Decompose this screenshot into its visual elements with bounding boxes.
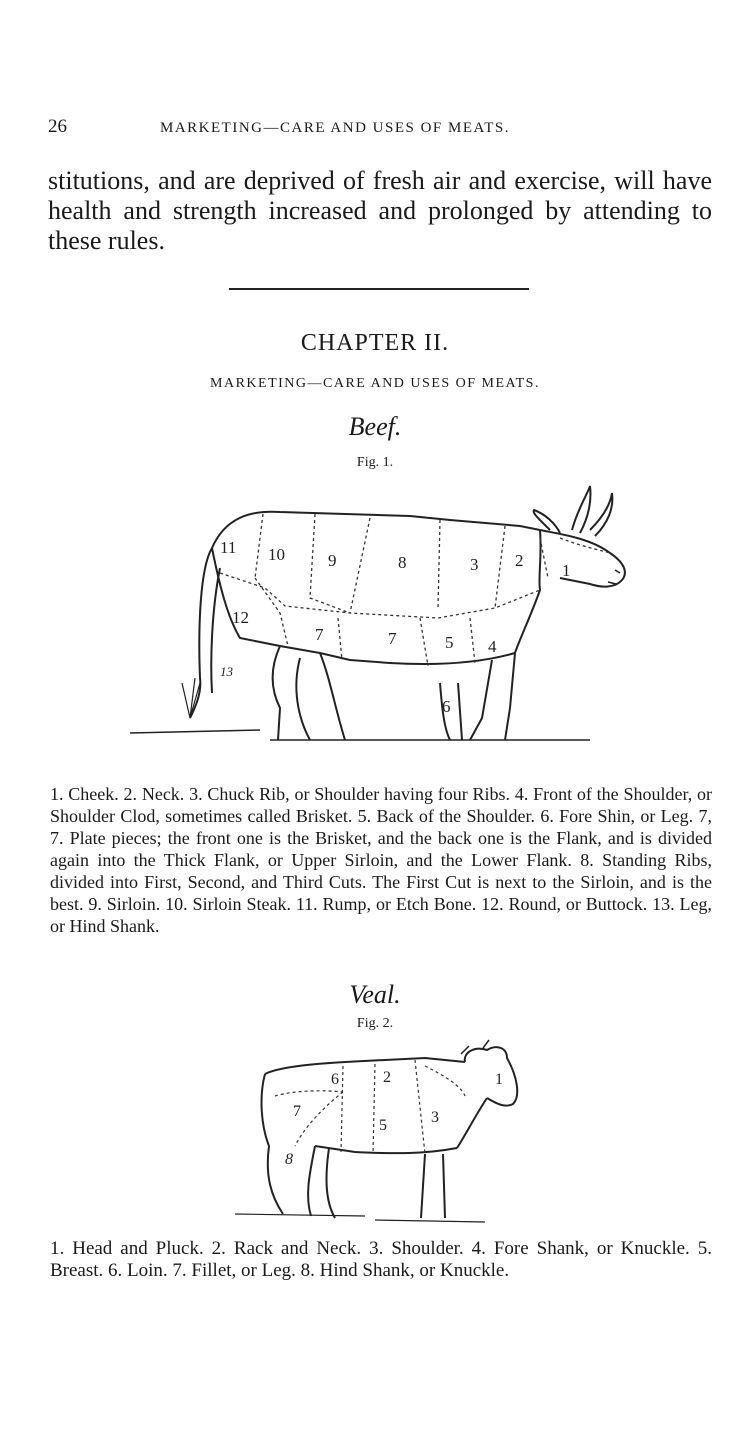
veal-cuts-illustration <box>225 1036 535 1232</box>
beef-cut-label: 6 <box>442 697 451 716</box>
beef-cut-label: 10 <box>268 545 285 564</box>
veal-heading: Veal. <box>349 980 401 1009</box>
beef-cut-label: 3 <box>470 555 479 574</box>
chapter-subtitle: MARKETING—CARE AND USES OF MEATS. <box>210 376 540 391</box>
beef-cut-label: 1 <box>562 561 571 580</box>
veal-caption: 1. Head and Pluck. 2. Rack and Neck. 3. Shoulder. 4. Fore Shank, or Knuckle. 5. Breast. 6. Loin. 7. Fillet, or Leg. 8. Hind Shank, or Knuckle. <box>50 1238 712 1281</box>
running-title: MARKETING—CARE AND USES OF MEATS. <box>160 120 510 136</box>
body-paragraph: stitutions, and are deprived of fresh air and exercise, will have health and strength increased and prolonged by attending to these rules. <box>48 166 712 255</box>
veal-cut-label: 2 <box>383 1069 391 1086</box>
veal-cut-label: 7 <box>293 1103 301 1120</box>
beef-fig-label: Fig. 1. <box>356 455 394 470</box>
veal-cut-label: 5 <box>379 1117 387 1134</box>
beef-heading: Beef. <box>348 412 402 441</box>
beef-cut-label: 8 <box>398 553 407 572</box>
beef-cut-label: 7 <box>388 629 397 648</box>
beef-cut-label: 4 <box>488 637 497 656</box>
veal-cut-label: 1 <box>495 1071 503 1088</box>
veal-cut-label: 6 <box>331 1071 339 1088</box>
beef-cut-label: 7 <box>315 625 324 644</box>
beef-cut-label: 11 <box>220 538 237 557</box>
beef-cut-label: 9 <box>328 551 337 570</box>
section-divider <box>229 288 529 290</box>
beef-cut-label: 5 <box>445 633 454 652</box>
page-number: 26 <box>48 116 67 137</box>
chapter-title: CHAPTER II. <box>300 330 450 356</box>
beef-caption: 1. Cheek. 2. Neck. 3. Chuck Rib, or Shoulder having four Ribs. 4. Front of the Shoulder, or Shoulder Clod, sometimes called Brisket. 5. Back of the Shoulder. 6. Fore Shin, or Leg. 7, 7. Plate pieces; the front one is the Brisket, and the back one is the Flank, and is divided again into the Thick Flank, or Upper Sirloin, and the Lower Flank. 8. Standing Ribs, divided into First, Second, and Third Cuts. The First Cut is next to the Sirloin, and is the best. 9. Sirloin. 10. Sirloin Steak. 11. Rump, or Etch Bone. 12. Round, or Buttock. 13. Leg, or Hind Shank. <box>50 784 712 936</box>
beef-cuts-illustration <box>120 478 640 778</box>
beef-cut-label: 2 <box>515 551 524 570</box>
veal-fig-label: Fig. 2. <box>356 1016 394 1031</box>
beef-cut-label: 12 <box>232 608 249 627</box>
veal-cut-label: 8 <box>285 1151 293 1168</box>
beef-cut-label: 13 <box>220 664 233 679</box>
veal-cut-label: 3 <box>431 1109 439 1126</box>
